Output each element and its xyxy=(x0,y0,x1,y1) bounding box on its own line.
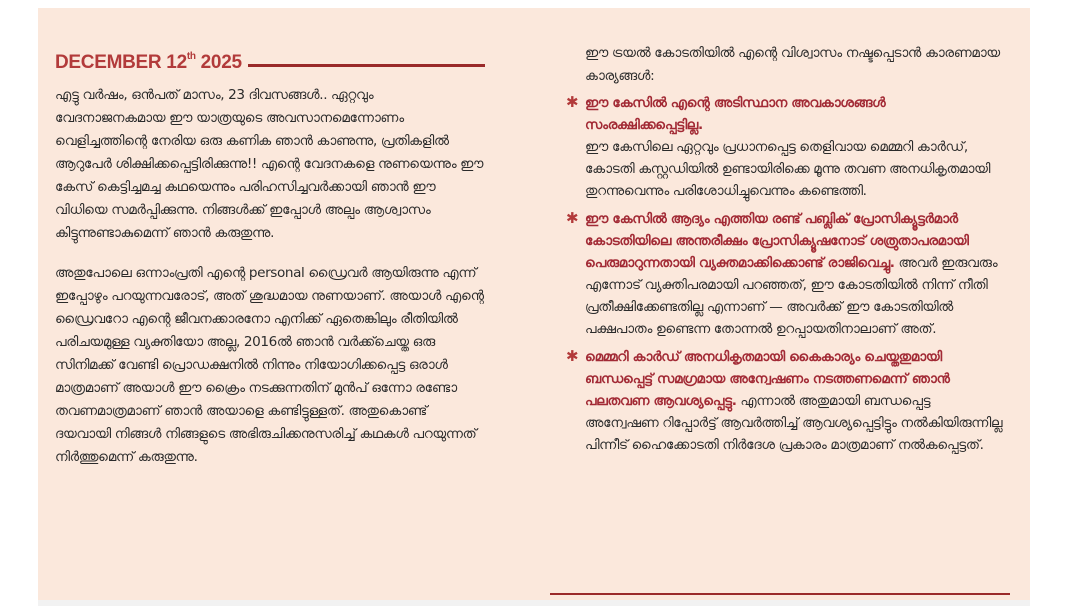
closing-divider xyxy=(550,593,1010,595)
reason-body: ഈ കേസിലെ ഏറ്റവും പ്രധാനപ്പെട്ട തെളിവായ മെമ്മറി കാർഡ്, കോടതി കസ്റ്റഡിയിൽ ഉണ്ടായിരിക്കെ മൂന്നു തവണ അനധികൃതമായി തുറന്നുവെന്നും പരിശോധിച്ചുവെന്നും കണ്ടെത്തി. xyxy=(585,139,991,199)
reason-item-1 xyxy=(566,92,1006,202)
reasons-intro: ഈ ട്രയൽ കോടതിയിൽ എന്റെ വിശ്വാസം നഷ്ടപ്പെടാൻ കാരണമായ കാര്യങ്ങൾ: xyxy=(585,45,1000,84)
date-heading xyxy=(55,52,485,74)
date-day: DECEMBER 12 xyxy=(55,52,187,73)
right-column xyxy=(566,42,1006,462)
left-column xyxy=(55,52,485,469)
asterisk-bullet-icon: ✱ xyxy=(566,209,579,227)
page-bottom-strip xyxy=(38,600,1030,606)
date-year: 2025 xyxy=(195,52,242,73)
paragraph-1: എട്ടു വർഷം, ഒൻപത് മാസം, 23 ദിവസങ്ങൾ.. ഏറ്റവും വേദനാജനകമായ ഈ യാത്രയുടെ അവസാനമെന്നോണം വെളിച്ചത്തിന്റെ നേരിയ ഒരു കണിക ഞാൻ കാണുന്നു, പ്രതികളിൽ ആറുപേർ ശിക്ഷിക്കപ്പെട്ടിരിക്കുന്നു!! എന്റെ വേദനകളെ നുണയെന്നും ഈ കേസ് കെട്ടിച്ചമച്ച കഥയെന്നും പരിഹസിച്ചവർക്കായി ഞാൻ ഈ വിധിയെ സമർപ്പിക്കുന്നു. നിങ്ങൾക്ക് ഇപ്പോൾ അല്പം ആശ്വാസം കിട്ടുന്നുണ്ടാകുമെന്ന് ഞാൻ കരുതുന്നു. xyxy=(55,87,484,241)
reason-body: എന്നാൽ അതുമായി ബന്ധപ്പെട്ട അന്വേഷണ റിപ്പോർട്ട് ആവർത്തിച്ച് ആവശ്യപ്പെട്ടിട്ടും നൽകിയിരുന്നില്ല പിന്നീട് ഹൈക്കോടതി നിർദേശ പ്രകാരം മാത്രമാണ് നൽകപ്പെട്ടത്. xyxy=(585,393,1003,453)
asterisk-bullet-icon: ✱ xyxy=(566,347,579,365)
reason-title: ഈ കേസിൽ എന്റെ അടിസ്ഥാന അവകാശങ്ങൾ സംരക്ഷിക്കപ്പെട്ടില്ല. xyxy=(585,95,886,133)
date-text xyxy=(55,52,242,74)
reason-title: ഈ കേസിൽ ആദ്യം എത്തിയ രണ്ട് പബ്ലിക് പ്രോസിക്യൂട്ടർമാർ കോടതിയിലെ അന്തരീക്ഷം പ്രോസിക്യൂഷനോട് ശത്രുതാപരമായി പെരുമാറുന്നതായി വ്യക്തമാക്കിക്കൊണ്ട് രാജിവെച്ചു. xyxy=(585,211,969,271)
date-divider xyxy=(248,64,485,67)
reason-item-2 xyxy=(566,208,1006,340)
reason-body: അവർ ഇരുവരും എന്നോട് വ്യക്തിപരമായി പറഞ്ഞത്, ഈ കോടതിയിൽ നിന്ന് നീതി പ്രതീക്ഷിക്കേണ്ടതില്ല എന്നാണ് — അവർക്ക് ഈ കോടതിയിൽ പക്ഷപാതം ഉണ്ടെന്ന തോന്നൽ ഉറപ്പായതിനാലാണ് അത്. xyxy=(585,255,998,337)
reason-item-3 xyxy=(566,346,1006,456)
paragraph-2: അതുപോലെ ഒന്നാംപ്രതി എന്റെ personal ഡ്രൈവർ ആയിരുന്നു എന്ന് ഇപ്പോഴും പറയുന്നവരോട്, അത് ശുദ്ധമായ നുണയാണ്. അയാൾ എന്റെ ഡ്രൈവറോ എന്റെ ജീവനക്കാരനോ എനിക്ക് ഏതെങ്കിലും രീതിയിൽ പരിചയമുള്ള വ്യക്തിയോ അല്ല, 2016ൽ ഞാൻ വർക്ക്ചെയ്ത ഒരു സിനിമക്ക് വേണ്ടി പ്രൊഡക്ഷനിൽ നിന്നും നിയോഗിക്കപ്പെട്ട ഒരാൾ മാത്രമാണ് അയാൾ ഈ ക്രൈം നടക്കുന്നതിന് മുൻപ് ഒന്നോ രണ്ടോ തവണമാത്രമാണ് ഞാൻ അയാളെ കണ്ടിട്ടുള്ളത്. അതുകൊണ്ട് ദയവായി നിങ്ങൾ നിങ്ങളുടെ അഭിരുചിക്കനുസരിച്ച് കഥകൾ പറയുന്നത് നിർത്തുമെന്ന് കരുതുന്നു. xyxy=(55,265,484,465)
reason-title: മെമ്മറി കാർഡ് അനധികൃതമായി കൈകാര്യം ചെയ്തതുമായി ബന്ധപ്പെട്ട് സമഗ്രമായ അന്വേഷണം നടത്തണമെന്ന് ഞാൻ പലതവണ ആവശ്യപ്പെട്ടു. xyxy=(585,349,950,409)
date-ordinal: th xyxy=(186,50,196,62)
document-page xyxy=(38,8,1030,600)
asterisk-bullet-icon: ✱ xyxy=(566,93,579,111)
